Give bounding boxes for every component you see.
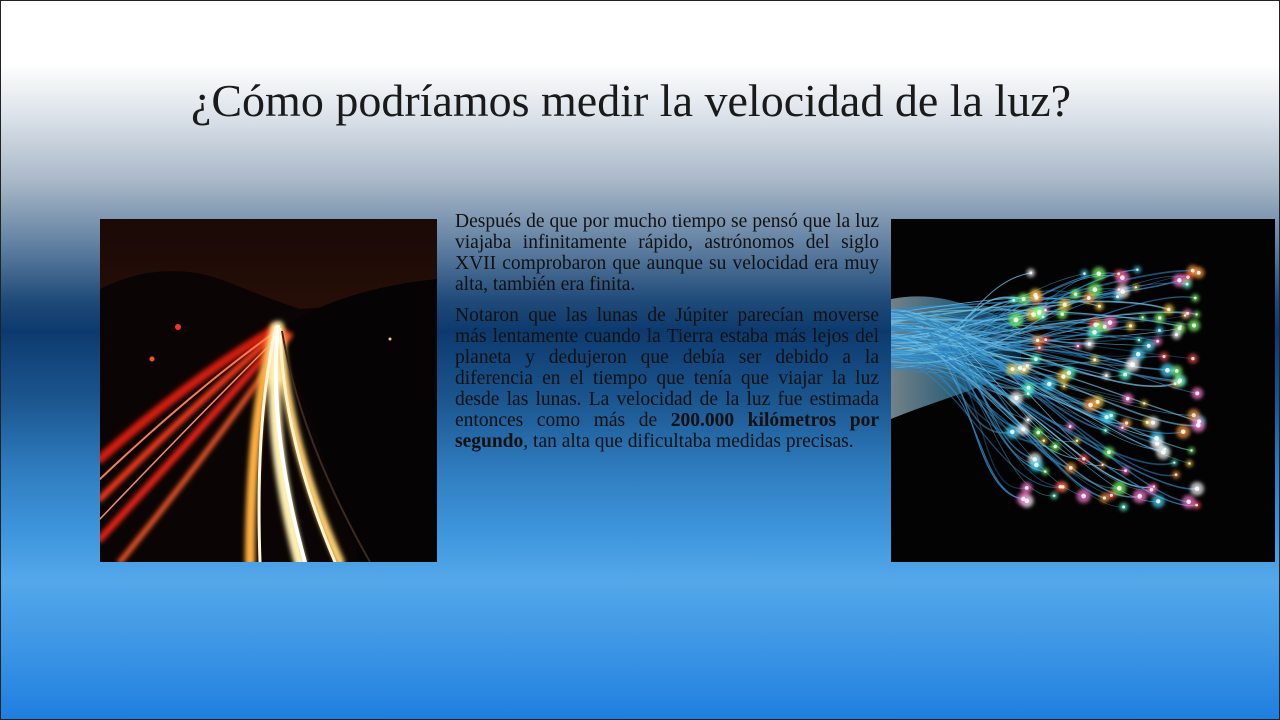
paragraph-1: Después de que por mucho tiempo se pensó que la luz viajaba infinitamente rápido, astrónomos del siglo XVII comprobaron que aunque su velocidad era muy alta, también era finita. [455,211,879,295]
fiber-optic-cables-image [891,219,1275,562]
body-text [455,211,879,462]
paragraph-2-start: Notaron que las lunas de Júpiter parecían moverse más lentamente cuando la Tierra estaba más lejos del planeta y dedujeron que debía ser debido a la diferencia en el tiempo que tenía que viajar la luz desde las lunas. La velocidad de la luz fue estimada entonces como más de [455,305,879,431]
slide-title: ¿Cómo podríamos medir la velocidad de la luz? [190,75,1072,126]
paragraph-2 [455,305,879,452]
paragraph-2-end: , tan alta que dificultaba medidas precisas. [523,431,854,452]
highway-light-trails-image [100,219,437,562]
speed-of-light-value: 200.000 kilómetros por segundo [455,410,879,452]
